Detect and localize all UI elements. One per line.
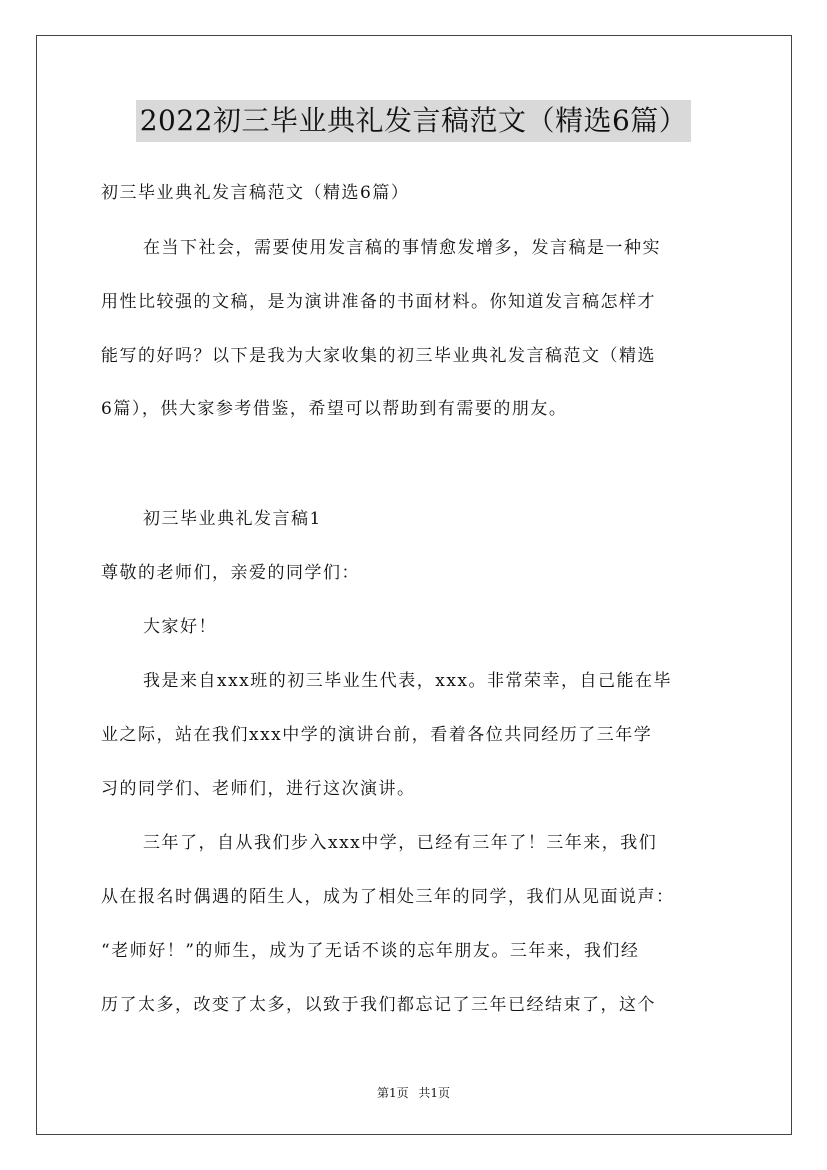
body-line: 我是来自xxx班的初三毕业生代表，xxx。非常荣幸，自己能在毕 <box>143 671 673 691</box>
intro-line: 6篇），供大家参考借鉴，希望可以帮助到有需要的朋友。 <box>101 399 568 419</box>
intro-line: 能写的好吗？以下是我为大家收集的初三毕业典礼发言稿范文（精选 <box>101 346 656 366</box>
page-number: 第1页 <box>376 1086 409 1100</box>
page-footer <box>0 1084 827 1101</box>
body-line: 三年了，自从我们步入xxx中学，已经有三年了！三年来，我们 <box>143 833 658 853</box>
section-heading: 初三毕业典礼发言稿1 <box>143 509 322 529</box>
body-line: 从在报名时偶遇的陌生人，成为了相处三年的同学，我们从见面说声： <box>101 887 675 907</box>
body-line: 历了太多，改变了太多，以致于我们都忘记了三年已经结束了，这个 <box>101 995 656 1015</box>
body-line: “老师好！”的师生，成为了无话不谈的忘年朋友。三年来，我们经 <box>101 941 640 961</box>
salutation: 尊敬的老师们，亲爱的同学们： <box>101 563 360 583</box>
document-subtitle: 初三毕业典礼发言稿范文（精选6篇） <box>101 183 410 203</box>
body-line: 业之际，站在我们xxx中学的演讲台前，看着各位共同经历了三年学 <box>101 725 653 745</box>
document-title: 2022初三毕业典礼发言稿范文（精选6篇） <box>136 100 692 142</box>
intro-line: 用性比较强的文稿，是为演讲准备的书面材料。你知道发言稿怎样才 <box>101 292 656 312</box>
intro-line: 在当下社会，需要使用发言稿的事情愈发增多，发言稿是一种实 <box>143 238 661 258</box>
page-total: 共1页 <box>418 1086 451 1100</box>
body-line: 习的同学们、老师们，进行这次演讲。 <box>101 779 416 799</box>
greeting: 大家好！ <box>143 617 217 637</box>
title-container <box>0 100 827 142</box>
